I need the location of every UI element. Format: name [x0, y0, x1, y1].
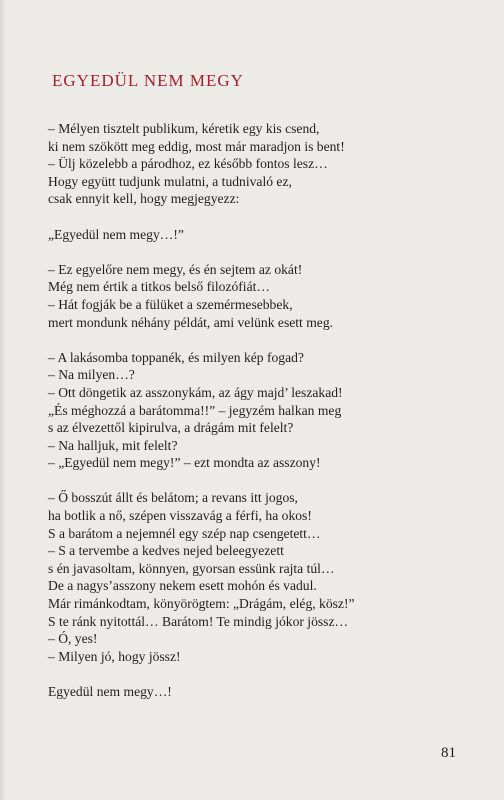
- poem-line: – Ő bosszút állt és belátom; a revans itt jogos,: [48, 490, 298, 506]
- poem-title: EGYEDÜL NEM MEGY: [52, 71, 244, 90]
- stanza: [48, 349, 468, 472]
- poem-line: – Ó, yes!: [48, 631, 98, 647]
- poem-line: – Ülj közelebb a párodhoz, ez később fontos lesz…: [48, 156, 328, 172]
- poem-line: – Milyen jó, hogy jössz!: [48, 648, 181, 664]
- poem-line: Még nem értik a titkos belső filozófiát…: [48, 279, 270, 295]
- poem-line: S a barátom a nejemnél egy szép nap csengetett…: [48, 525, 321, 541]
- poem-line: ha botlik a nő, szépen visszavág a férfi, ha okos!: [48, 508, 312, 524]
- poem-line: – Na halljuk, mit felelt?: [48, 437, 178, 453]
- poem-line: S te ránk nyitottál… Barátom! Te mindig jókor jössz…: [48, 613, 349, 629]
- poem-line: – Hát fogják be a fülüket a szemérmesebbek,: [48, 296, 293, 312]
- poem-body: [48, 120, 468, 718]
- page-number: 81: [441, 745, 456, 761]
- poem-line: Egyedül nem megy…!: [48, 684, 172, 699]
- poem-line: – A lakásomba toppanék, és milyen kép fogad?: [48, 349, 304, 365]
- poem-line: mert mondunk néhány példát, ami velünk esett meg.: [48, 314, 334, 330]
- stanza: [48, 261, 468, 331]
- poem-line: Már rimánkodtam, könyörögtem: „Drágám, elég, kösz!”: [48, 596, 355, 612]
- poem-line: „És méghozzá a barátomma!!” – jegyzém halkan meg: [48, 402, 342, 418]
- poem-line: csak ennyit kell, hogy megjegyezz:: [48, 191, 240, 207]
- poem-line: – „Egyedül nem megy!” – ezt mondta az asszony!: [48, 455, 321, 471]
- poem-line: – Na milyen…?: [48, 367, 135, 383]
- stanza: [48, 489, 468, 665]
- stanza: [48, 120, 468, 208]
- poem-line: „Egyedül nem megy…!”: [48, 226, 184, 242]
- poem-line: Hogy együtt tudjunk mulatni, a tudnivaló ez,: [48, 173, 292, 189]
- poem-line: ki nem szökött meg eddig, most már maradjon is bent!: [48, 138, 345, 154]
- poem-line: – S a tervembe a kedves nejed beleegyezett: [48, 543, 284, 559]
- stanza: [48, 683, 468, 701]
- poem-line: s az élvezettől kipirulva, a drágám mit felelt?: [48, 420, 294, 436]
- poem-line: – Mélyen tisztelt publikum, kéretik egy kis csend,: [48, 121, 320, 136]
- poem-line: s én javasoltam, könnyen, gyorsan essünk rajta túl…: [48, 560, 335, 576]
- page-edge-shadow: [0, 0, 6, 800]
- poem-line: – Ott döngetik az asszonykám, az ágy majd’ leszakad!: [48, 384, 343, 400]
- poem-line: De a nagys’asszony nekem esett mohón és vadul.: [48, 578, 317, 594]
- stanza: [48, 226, 468, 244]
- poem-line: – Ez egyelőre nem megy, és én sejtem az okát!: [48, 261, 303, 277]
